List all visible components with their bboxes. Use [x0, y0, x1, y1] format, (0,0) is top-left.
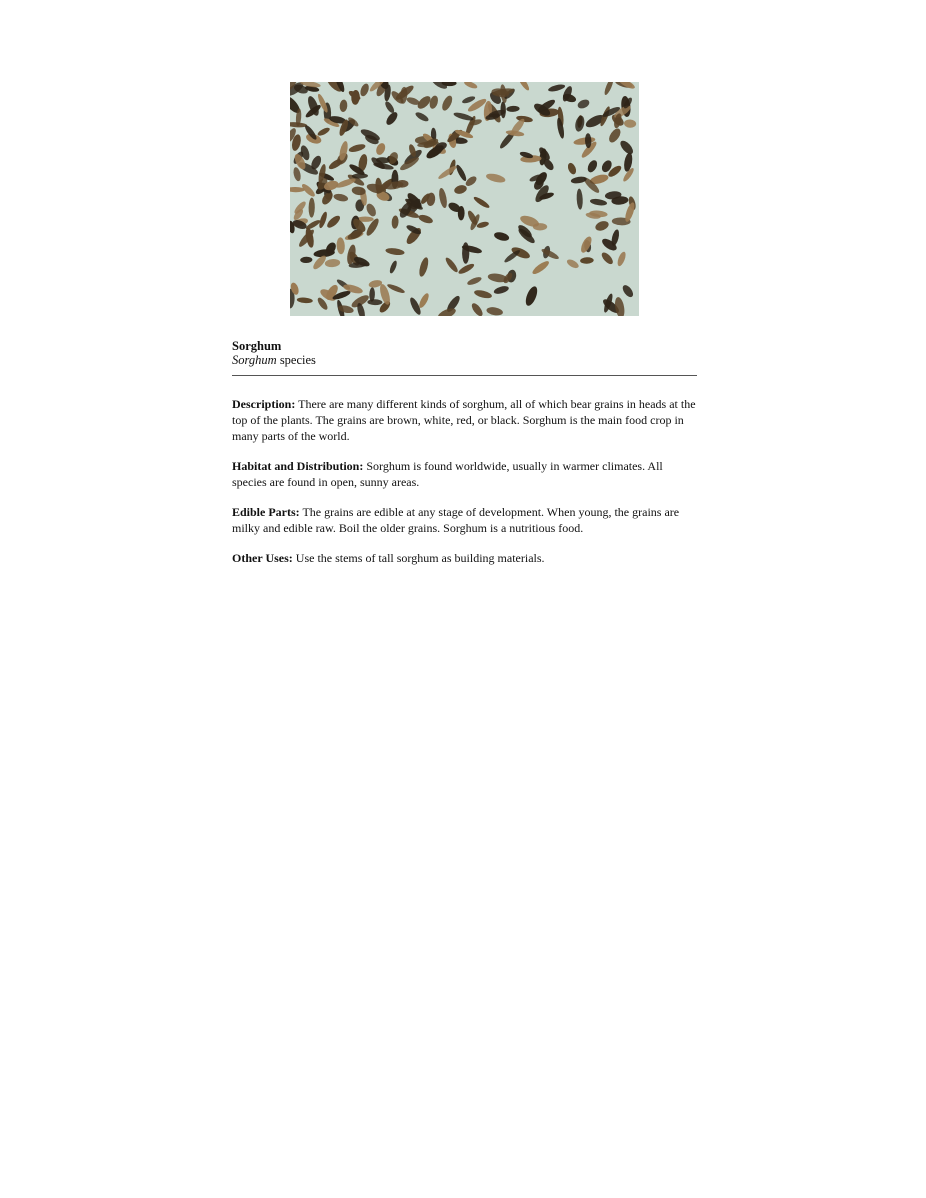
habitat-text: Sorghum is found worldwide, usually in warmer climates. All species are found in open, sunny areas. [232, 459, 663, 489]
description-section [232, 396, 697, 444]
grain-mark [533, 223, 547, 230]
common-name: Sorghum [232, 339, 282, 353]
description-label: Description: [232, 397, 296, 411]
divider [232, 375, 697, 376]
other-uses-text: Use the stems of tall sorghum as building materials. [292, 551, 545, 565]
habitat-label: Habitat and Distribution: [232, 459, 364, 473]
sorghum-grains-image [290, 82, 639, 316]
sorghum-photo [290, 82, 639, 316]
plant-entry [232, 339, 697, 566]
edible-parts-label: Edible Parts: [232, 505, 300, 519]
description-text: There are many different kinds of sorghum, all of which bear grains in heads at the top of the plants. The grains are brown, white, red, or black. Sorghum is the main food crop in many parts of the world. [232, 397, 696, 443]
scientific-suffix: species [276, 353, 316, 367]
scientific-genus: Sorghum [232, 353, 277, 367]
habitat-section [232, 458, 697, 490]
edible-parts-section [232, 504, 697, 536]
edible-parts-text: The grains are edible at any stage of development. When young, the grains are milky and edible raw. Boil the older grains. Sorghum is a nutritious food. [232, 505, 680, 535]
grain-mark [462, 242, 469, 264]
scientific-name [232, 353, 697, 368]
other-uses-section [232, 550, 697, 566]
other-uses-label: Other Uses: [232, 551, 293, 565]
